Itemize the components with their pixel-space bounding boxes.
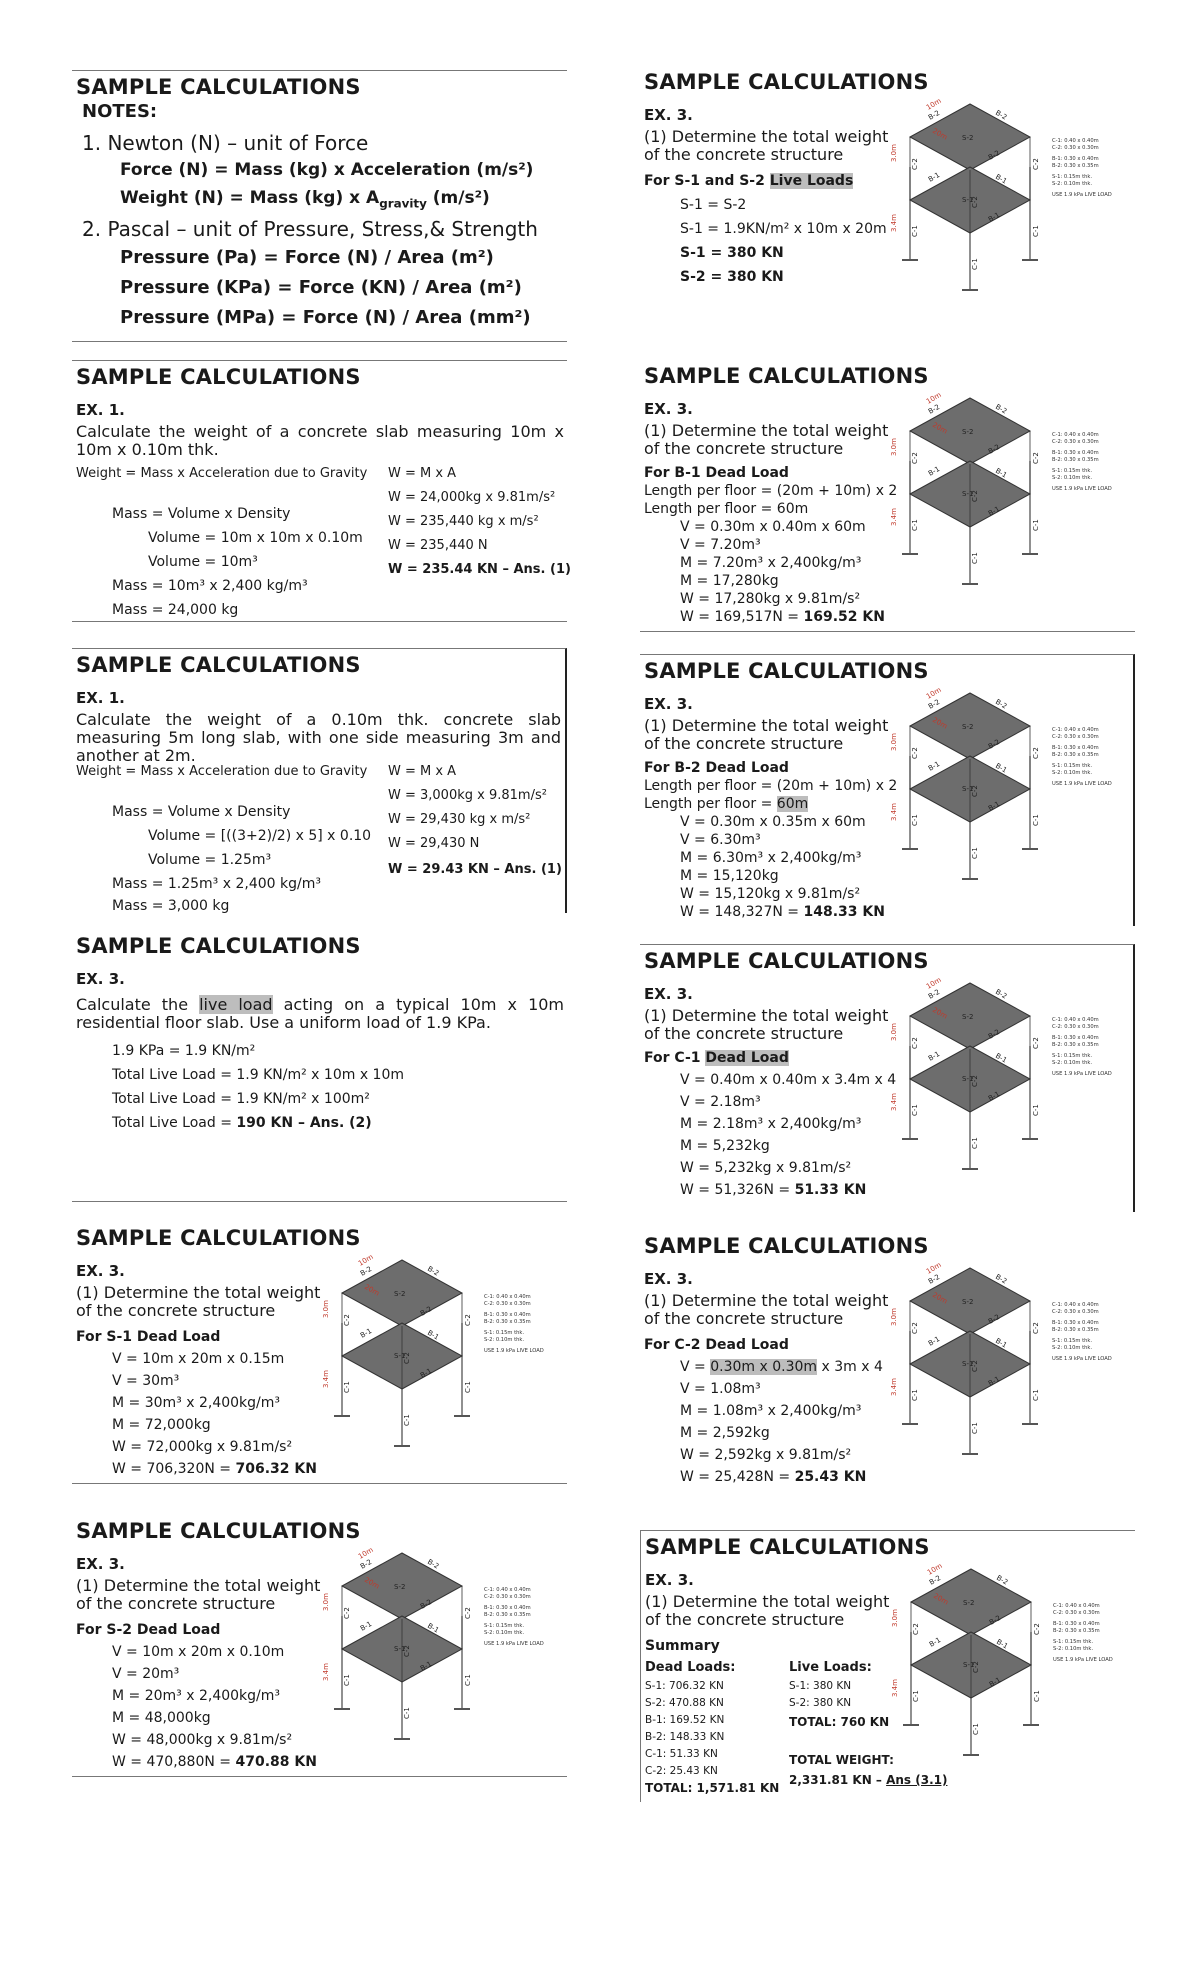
slide-title: SAMPLE CALCULATIONS: [76, 75, 361, 99]
svg-text:C-1: C-1: [912, 1690, 920, 1702]
svg-text:C-2: C-2: [403, 1645, 411, 1657]
svg-text:USE 1.9 kPa LIVE LOAD: USE 1.9 kPa LIVE LOAD: [1052, 1071, 1112, 1077]
svg-text:B-2: B-2: [359, 1264, 374, 1278]
structure-diagram-wrap: [890, 971, 1130, 1175]
svg-text:C-2: 0.30 x 0.30m: C-2: 0.30 x 0.30m: [1052, 734, 1099, 740]
svg-text:B-1: B-1: [987, 1374, 1002, 1388]
dim-h-bot: 3.4m: [890, 1093, 898, 1111]
svg-text:B-1: B-1: [927, 1334, 942, 1348]
svg-text:B-2: B-2: [987, 1027, 1002, 1041]
dim-h-top: 3.0m: [322, 1593, 330, 1611]
slide-b1-dead-load: SAMPLE CALCULATIONS EX. 3. (1) Determine the total weight of the concrete structure For B-1 Dead Load Length per floor = (20m + 10m) x 2 Length per floor = 60m V = 0.30m x 0.40m x 60m V = 7.20m³ M = 7.20m³ x 2,400kg/m³ M = 17,280kg W = 17,280kg x 9.81m/s² W = 169,517N = 169.52 KN 10m 20m 3.0m 3.4m B-2 B-2 S-2 B-2 B-1 B-1 S-1 B-1 C-2 C-2 C-2 C-1 C-1 C-1 C-1: 0.40 x 0.40m C-2: 0.30 x 0.30m B-1: 0.30 x 0.40m B-2: 0.30 x 0.35m S-1: 0.15m thk. S-2: 0.10m thk. USE 1.9 kPa LIVE LOAD: [640, 360, 1135, 632]
svg-text:C-2: C-2: [1032, 1322, 1040, 1334]
svg-text:S-2: S-2: [962, 428, 974, 436]
svg-text:B-1: B-1: [927, 464, 942, 478]
svg-text:C-2: C-2: [403, 1352, 411, 1364]
svg-text:C-2: C-2: [971, 785, 979, 797]
dim-l: 20m: [931, 715, 949, 731]
svg-text:C-1: C-1: [911, 814, 919, 826]
svg-text:C-2: C-2: [971, 1360, 979, 1372]
svg-text:S-2: S-2: [963, 1599, 975, 1607]
svg-text:C-2: C-2: [464, 1314, 472, 1326]
svg-text:C-2: C-2: [464, 1607, 472, 1619]
svg-text:S-2: 0.10m thk.: S-2: 0.10m thk.: [1053, 1646, 1094, 1652]
svg-text:C-1: C-1: [343, 1381, 351, 1393]
svg-text:C-1: 0.40 x 0.40m: C-1: 0.40 x 0.40m: [1052, 138, 1099, 144]
svg-text:B-1: B-1: [994, 172, 1009, 186]
svg-text:C-1: 0.40 x 0.40m: C-1: 0.40 x 0.40m: [1052, 727, 1099, 733]
svg-text:C-1: C-1: [1032, 1389, 1040, 1401]
svg-text:B-1: B-1: [987, 504, 1002, 518]
slide-c1-dead-load: SAMPLE CALCULATIONS EX. 3. (1) Determine the total weight of the concrete structure For C-1 Dead Load V = 0.40m x 0.40m x 3.4m x 4 V = 2.18m³ M = 2.18m³ x 2,400kg/m³ M = 5,232kg W = 5,232kg x 9.81m/s² W = 51,326N = 51.33 KN 10m 20m 3.0m 3.4m B-2 B-2 S-2 B-2 B-1 B-1 S-1 B-1 C-2 C-2 C-2 C-1 C-1 C-1 C-1: 0.40 x 0.40m C-2: 0.30 x 0.30m B-1: 0.30 x 0.40m B-2: 0.30 x 0.35m S-1: 0.15m thk. S-2: 0.10m thk. USE 1.9 kPa LIVE LOAD: [640, 944, 1135, 1212]
svg-text:C-1: 0.40 x 0.40m: C-1: 0.40 x 0.40m: [484, 1587, 531, 1593]
svg-text:C-1: C-1: [911, 519, 919, 531]
svg-text:C-1: C-1: [1033, 1690, 1041, 1702]
answer: W = 51,326N = 51.33 KN: [680, 1182, 867, 1198]
svg-text:B-2: B-2: [927, 697, 942, 711]
structure-diagram-wrap: [322, 1248, 562, 1452]
svg-text:C-1: C-1: [971, 847, 979, 859]
dim-h-bot: 3.4m: [890, 1378, 898, 1396]
svg-text:C-2: C-2: [343, 1314, 351, 1326]
total-weight: 2,331.81 KN – Ans (3.1): [789, 1773, 948, 1787]
structure-diagram-wrap: [890, 681, 1130, 885]
slide-notes: [72, 70, 567, 342]
task-text: Calculate the weight of a 0.10m thk. concrete slab measuring 5m long slab, with one side measuring 3m and another at 2m.: [76, 710, 561, 765]
svg-text:S-2: 0.10m thk.: S-2: 0.10m thk.: [1052, 770, 1093, 776]
svg-text:B-2: B-2: [994, 697, 1009, 711]
dim-h-bot: 3.4m: [890, 508, 898, 526]
answer: W = 706,320N = 706.32 KN: [112, 1461, 317, 1477]
svg-text:S-2: S-2: [962, 134, 974, 142]
dim-w: 10m: [925, 975, 943, 991]
svg-text:B-1: 0.30 x 0.40m: B-1: 0.30 x 0.40m: [484, 1312, 531, 1318]
dim-l: 20m: [363, 1575, 381, 1591]
svg-text:S-1: S-1: [962, 1075, 974, 1083]
svg-text:C-1: C-1: [971, 1422, 979, 1434]
svg-text:B-2: B-2: [994, 108, 1009, 122]
formula-force: Force (N) = Mass (kg) x Acceleration (m/s²): [120, 160, 534, 180]
svg-text:S-2: 0.10m thk.: S-2: 0.10m thk.: [1052, 1345, 1093, 1351]
svg-text:S-1: 0.15m thk.: S-1: 0.15m thk.: [1053, 1639, 1094, 1645]
dim-h-top: 3.0m: [322, 1300, 330, 1318]
structure-diagram-wrap: [891, 1557, 1131, 1761]
svg-text:B-1: 0.30 x 0.40m: B-1: 0.30 x 0.40m: [1053, 1621, 1100, 1627]
svg-text:S-1: S-1: [394, 1352, 406, 1360]
live-total: TOTAL: 760 KN: [789, 1715, 890, 1729]
svg-text:B-1: 0.30 x 0.40m: B-1: 0.30 x 0.40m: [1052, 1320, 1099, 1326]
formula-weight: Weight (N) = Mass (kg) x $A_{gravity}$ (m/s²): [120, 188, 490, 211]
svg-text:C-2: C-2: [971, 1075, 979, 1087]
dim-h-bot: 3.4m: [322, 1663, 330, 1681]
dim-h-bot: 3.4m: [891, 1679, 899, 1697]
formula-pa: Pressure (Pa) = Force (N) / Area (m²): [120, 247, 494, 268]
svg-text:S-1: 0.15m thk.: S-1: 0.15m thk.: [1052, 174, 1093, 180]
svg-text:B-2: B-2: [359, 1557, 374, 1571]
svg-text:C-2: C-2: [971, 196, 979, 208]
svg-text:S-2: S-2: [962, 1298, 974, 1306]
svg-text:B-1: B-1: [987, 210, 1002, 224]
notes-heading: NOTES:: [82, 101, 158, 122]
svg-text:C-1: 0.40 x 0.40m: C-1: 0.40 x 0.40m: [1053, 1603, 1100, 1609]
svg-text:B-2: 0.30 x 0.35m: B-2: 0.30 x 0.35m: [1052, 1327, 1099, 1333]
svg-text:B-2: 0.30 x 0.35m: B-2: 0.30 x 0.35m: [1052, 752, 1099, 758]
dim-l: 20m: [363, 1282, 381, 1298]
note-pascal: 2. Pascal – unit of Pressure, Stress,& Strength: [82, 217, 538, 241]
svg-text:C-2: C-2: [912, 1623, 920, 1635]
svg-text:C-2: C-2: [911, 747, 919, 759]
dim-h-top: 3.0m: [890, 144, 898, 162]
svg-text:S-2: 0.10m thk.: S-2: 0.10m thk.: [1052, 475, 1093, 481]
svg-text:B-1: B-1: [927, 170, 942, 184]
dim-w: 10m: [925, 96, 943, 112]
dim-h-top: 3.0m: [890, 733, 898, 751]
structure-diagram: [890, 971, 1130, 1171]
svg-text:S-1: 0.15m thk.: S-1: 0.15m thk.: [1052, 1338, 1093, 1344]
svg-text:B-2: B-2: [426, 1557, 441, 1571]
svg-text:S-2: S-2: [394, 1583, 406, 1591]
slide-s2-dead-load: SAMPLE CALCULATIONS EX. 3. (1) Determine the total weight of the concrete structure For S-2 Dead Load V = 10m x 20m x 0.10m V = 20m³ M = 20m³ x 2,400kg/m³ M = 48,000kg W = 48,000kg x 9.81m/s² W = 470,880N = 470.88 KN 10m 20m 3.0m 3.4m B-2 B-2 S-2 B-2 B-1 B-1 S-1 B-1 C-2 C-2 C-2 C-1 C-1 C-1 C-1: 0.40 x 0.40m C-2: 0.30 x 0.30m B-1: 0.30 x 0.40m B-2: 0.30 x 0.35m S-1: 0.15m thk. S-2: 0.10m thk. USE 1.9 kPa LIVE LOAD: [72, 1515, 567, 1777]
structure-diagram: [890, 681, 1130, 881]
svg-text:B-1: B-1: [419, 1659, 434, 1673]
svg-text:C-1: C-1: [972, 1723, 980, 1735]
svg-text:S-1: 0.15m thk.: S-1: 0.15m thk.: [484, 1623, 525, 1629]
svg-text:B-2: B-2: [927, 402, 942, 416]
note-newton: 1. Newton (N) – unit of Force: [82, 131, 369, 155]
svg-text:B-1: 0.30 x 0.40m: B-1: 0.30 x 0.40m: [1052, 156, 1099, 162]
slide-s-live-loads: SAMPLE CALCULATIONS EX. 3. (1) Determine the total weight of the concrete structure For S-1 and S-2 Live Loads S-1 = S-2 S-1 = 1.9KN/m² x 10m x 20m S-1 = 380 KN S-2 = 380 KN 10m 20m 3.0m 3.4m B-2 B-2 S-2 B-2 B-1 B-1 S-1 B-1 C-2 C-2 C-2 C-1 C-1 C-1 C-1: 0.40 x 0.40m C-2: 0.30 x 0.30m B-1: 0.30 x 0.40m B-2: 0.30 x 0.35m S-1: 0.15m thk. S-2: 0.10m thk. USE 1.9 kPa LIVE LOAD: [640, 66, 1135, 342]
svg-text:S-1: 0.15m thk.: S-1: 0.15m thk.: [1052, 468, 1093, 474]
svg-text:S-2: 0.10m thk.: S-2: 0.10m thk.: [484, 1630, 525, 1636]
dim-h-top: 3.0m: [890, 1023, 898, 1041]
formula-mpa: Pressure (MPa) = Force (N) / Area (mm²): [120, 307, 531, 328]
svg-text:B-2: B-2: [987, 1312, 1002, 1326]
svg-text:S-2: S-2: [962, 723, 974, 731]
slide-c2-dead-load: SAMPLE CALCULATIONS EX. 3. (1) Determine the total weight of the concrete structure For C-2 Dead Load V = 0.30m x 0.30m x 3m x 4 V = 1.08m³ M = 1.08m³ x 2,400kg/m³ M = 2,592kg W = 2,592kg x 9.81m/s² W = 25,428N = 25.43 KN 10m 20m 3.0m 3.4m B-2 B-2 S-2 B-2 B-1 B-1 S-1 B-1 C-2 C-2 C-2 C-1 C-1 C-1 C-1: 0.40 x 0.40m C-2: 0.30 x 0.30m B-1: 0.30 x 0.40m B-2: 0.30 x 0.35m S-1: 0.15m thk. S-2: 0.10m thk. USE 1.9 kPa LIVE LOAD: [640, 1230, 1135, 1498]
svg-text:B-1: B-1: [995, 1637, 1010, 1651]
structure-diagram: [890, 386, 1130, 586]
svg-text:S-1: 0.15m thk.: S-1: 0.15m thk.: [484, 1330, 525, 1336]
svg-text:B-1: B-1: [987, 799, 1002, 813]
svg-text:S-1: 0.15m thk.: S-1: 0.15m thk.: [1052, 763, 1093, 769]
svg-text:B-1: B-1: [994, 1336, 1009, 1350]
svg-text:B-1: B-1: [927, 1049, 942, 1063]
svg-text:C-2: C-2: [911, 1322, 919, 1334]
svg-text:C-1: C-1: [403, 1707, 411, 1719]
structure-diagram: [890, 92, 1130, 292]
dim-l: 20m: [931, 420, 949, 436]
svg-text:B-2: B-2: [987, 737, 1002, 751]
svg-text:B-1: 0.30 x 0.40m: B-1: 0.30 x 0.40m: [484, 1605, 531, 1611]
dim-h-bot: 3.4m: [890, 214, 898, 232]
svg-text:B-2: B-2: [994, 987, 1009, 1001]
svg-text:C-1: C-1: [911, 1104, 919, 1116]
slide-ex3-live-load: SAMPLE CALCULATIONS EX. 3. Calculate the live load acting on a typical 10m x 10m residential floor slab. Use a uniform load of 1.9 KPa. 1.9 KPa = 1.9 KN/m² Total Live Load = 1.9 KN/m² x 10m x 10m Total Live Load = 1.9 KN/m² x 100m² Total Live Load = 190 KN – Ans. (2): [72, 930, 567, 1202]
svg-text:B-1: B-1: [359, 1619, 374, 1633]
svg-text:C-2: 0.30 x 0.30m: C-2: 0.30 x 0.30m: [1052, 1024, 1099, 1030]
dim-w: 10m: [357, 1252, 375, 1268]
svg-text:C-2: 0.30 x 0.30m: C-2: 0.30 x 0.30m: [484, 1301, 531, 1307]
svg-text:B-1: B-1: [359, 1326, 374, 1340]
svg-text:C-2: C-2: [1032, 452, 1040, 464]
answer: W = 25,428N = 25.43 KN: [680, 1469, 867, 1485]
summary-heading: Summary: [645, 1638, 720, 1654]
structure-diagram-wrap: [890, 386, 1130, 590]
svg-text:B-1: B-1: [988, 1675, 1003, 1689]
svg-text:B-2: B-2: [927, 987, 942, 1001]
svg-text:C-1: C-1: [971, 552, 979, 564]
svg-text:B-1: B-1: [927, 759, 942, 773]
svg-text:C-1: 0.40 x 0.40m: C-1: 0.40 x 0.40m: [484, 1294, 531, 1300]
dead-total: TOTAL: 1,571.81 KN: [645, 1781, 780, 1795]
slide-summary: SAMPLE CALCULATIONS EX. 3. (1) Determine the total weight of the concrete structure Summary Dead Loads: S-1: 706.32 KN S-2: 470.88 KN B-1: 169.52 KN B-2: 148.33 KN C-1: 51.33 KN C-2: 25.43 KN TOTAL: 1,571.81 KN Live Loads: S-1: 380 KN S-2: 380 KN TOTAL: 760 KN TOTAL WEIGHT: 2,331.81 KN – Ans (3.1) 10m 20m 3.0m 3.4m B-2 B-2 S-2 B-2 B-1 B-1 S-1 B-1 C-2 C-2 C-2 C-1 C-1 C-1 C-1: 0.40 x 0.40m C-2: 0.30 x 0.30m B-1: 0.30 x 0.40m B-2: 0.30 x 0.35m S-1: 0.15m thk. S-2: 0.10m thk. USE 1.9 kPa LIVE LOAD: [640, 1530, 1135, 1802]
svg-text:C-1: C-1: [464, 1674, 472, 1686]
dim-w: 10m: [357, 1545, 375, 1561]
svg-text:C-1: C-1: [1032, 1104, 1040, 1116]
svg-text:USE 1.9 kPa LIVE LOAD: USE 1.9 kPa LIVE LOAD: [1052, 486, 1112, 492]
slide-ex1-trapezoid-slab: SAMPLE CALCULATIONS EX. 1. Calculate the weight of a 0.10m thk. concrete slab measuring 5m long slab, with one side measuring 3m and another at 2m. Weight = Mass x Acceleration due to Gravity Mass = Volume x Density Volume = [((3+2)/2) x 5] x 0.10 Volume = 1.25m³ Mass = 1.25m³ x 2,400 kg/m³ Mass = 3,000 kg W = M x A W = 3,000kg x 9.81m/s² W = 29,430 kg x m/s² W = 29,430 N W = 29.43 KN – Ans. (1): [72, 648, 567, 913]
svg-text:C-1: C-1: [343, 1674, 351, 1686]
svg-text:B-1: B-1: [426, 1621, 441, 1635]
svg-text:C-1: C-1: [1032, 814, 1040, 826]
svg-text:C-1: C-1: [1032, 225, 1040, 237]
svg-text:USE 1.9 kPa LIVE LOAD: USE 1.9 kPa LIVE LOAD: [484, 1348, 544, 1354]
svg-text:B-2: 0.30 x 0.35m: B-2: 0.30 x 0.35m: [484, 1612, 531, 1618]
svg-text:B-1: 0.30 x 0.40m: B-1: 0.30 x 0.40m: [1052, 1035, 1099, 1041]
svg-text:B-1: 0.30 x 0.40m: B-1: 0.30 x 0.40m: [1052, 450, 1099, 456]
slide-s1-dead-load: SAMPLE CALCULATIONS EX. 3. (1) Determine the total weight of the concrete structure For S-1 Dead Load V = 10m x 20m x 0.15m V = 30m³ M = 30m³ x 2,400kg/m³ M = 72,000kg W = 72,000kg x 9.81m/s² W = 706,320N = 706.32 KN 10m 20m 3.0m 3.4m B-2 B-2 S-2 B-2 B-1 B-1 S-1 B-1 C-2 C-2 C-2 C-1 C-1 C-1 C-1: 0.40 x 0.40m C-2: 0.30 x 0.30m B-1: 0.30 x 0.40m B-2: 0.30 x 0.35m S-1: 0.15m thk. S-2: 0.10m thk. USE 1.9 kPa LIVE LOAD: [72, 1222, 567, 1484]
structure-diagram: [891, 1557, 1131, 1757]
svg-text:B-2: B-2: [928, 1573, 943, 1587]
svg-text:B-2: 0.30 x 0.35m: B-2: 0.30 x 0.35m: [484, 1319, 531, 1325]
svg-text:B-2: B-2: [994, 1272, 1009, 1286]
dim-l: 20m: [931, 126, 949, 142]
structure-diagram-wrap: [322, 1541, 562, 1745]
svg-text:C-2: C-2: [911, 158, 919, 170]
svg-text:S-1: S-1: [394, 1645, 406, 1653]
svg-text:B-2: B-2: [988, 1613, 1003, 1627]
svg-text:S-1: S-1: [962, 196, 974, 204]
dim-w: 10m: [925, 685, 943, 701]
svg-text:C-2: C-2: [972, 1661, 980, 1673]
svg-text:S-2: 0.10m thk.: S-2: 0.10m thk.: [1052, 181, 1093, 187]
svg-text:C-1: 0.40 x 0.40m: C-1: 0.40 x 0.40m: [1052, 1302, 1099, 1308]
svg-text:C-2: C-2: [1033, 1623, 1041, 1635]
structure-diagram: [322, 1541, 562, 1741]
svg-text:C-2: 0.30 x 0.30m: C-2: 0.30 x 0.30m: [1052, 1309, 1099, 1315]
structure-diagram-wrap: [890, 92, 1130, 296]
svg-text:S-1: S-1: [962, 1360, 974, 1368]
svg-text:C-1: C-1: [971, 1137, 979, 1149]
svg-text:S-1: 0.15m thk.: S-1: 0.15m thk.: [1052, 1053, 1093, 1059]
svg-text:USE 1.9 kPa LIVE LOAD: USE 1.9 kPa LIVE LOAD: [1053, 1657, 1113, 1663]
svg-text:C-1: C-1: [911, 1389, 919, 1401]
dim-l: 20m: [931, 1005, 949, 1021]
svg-text:B-2: B-2: [927, 1272, 942, 1286]
answer: Total Live Load = 190 KN – Ans. (2): [112, 1115, 372, 1131]
svg-text:C-1: C-1: [1032, 519, 1040, 531]
svg-text:S-2: 0.10m thk.: S-2: 0.10m thk.: [1052, 1060, 1093, 1066]
svg-text:B-1: B-1: [994, 761, 1009, 775]
svg-text:C-2: C-2: [1032, 158, 1040, 170]
svg-text:B-2: B-2: [426, 1264, 441, 1278]
svg-text:USE 1.9 kPa LIVE LOAD: USE 1.9 kPa LIVE LOAD: [1052, 192, 1112, 198]
dim-l: 20m: [932, 1591, 950, 1607]
svg-text:B-2: B-2: [419, 1304, 434, 1318]
svg-text:C-1: C-1: [971, 258, 979, 270]
slide-ex1-square-slab: SAMPLE CALCULATIONS EX. 1. Calculate the weight of a concrete slab measuring 10m x 10m x 0.10m thk. Weight = Mass x Acceleration due to Gravity Mass = Volume x Density Volume = 10m x 10m x 0.10m Volume = 10m³ Mass = 10m³ x 2,400 kg/m³ Mass = 24,000 kg W = M x A W = 24,000kg x 9.81m/s² W = 235,440 kg x m/s² W = 235,440 N W = 235.44 KN – Ans. (1): [72, 360, 567, 622]
answer: W = 169,517N = 169.52 KN: [680, 609, 885, 625]
dim-l: 20m: [931, 1290, 949, 1306]
slide-b2-dead-load: SAMPLE CALCULATIONS EX. 3. (1) Determine the total weight of the concrete structure For B-2 Dead Load Length per floor = (20m + 10m) x 2 Length per floor = 60m V = 0.30m x 0.35m x 60m V = 6.30m³ M = 6.30m³ x 2,400kg/m³ M = 15,120kg W = 15,120kg x 9.81m/s² W = 148,327N = 148.33 KN 10m 20m 3.0m 3.4m B-2 B-2 S-2 B-2 B-1 B-1 S-1 B-1 C-2 C-2 C-2 C-1 C-1 C-1 C-1: 0.40 x 0.40m C-2: 0.30 x 0.30m B-1: 0.30 x 0.40m B-2: 0.30 x 0.35m S-1: 0.15m thk. S-2: 0.10m thk. USE 1.9 kPa LIVE LOAD: [640, 654, 1135, 926]
svg-text:C-2: 0.30 x 0.30m: C-2: 0.30 x 0.30m: [1052, 439, 1099, 445]
svg-text:C-2: C-2: [1032, 1037, 1040, 1049]
svg-text:S-1: S-1: [962, 490, 974, 498]
svg-text:C-1: C-1: [464, 1381, 472, 1393]
svg-text:B-2: B-2: [995, 1573, 1010, 1587]
svg-text:C-2: 0.30 x 0.30m: C-2: 0.30 x 0.30m: [1053, 1610, 1100, 1616]
svg-text:S-2: 0.10m thk.: S-2: 0.10m thk.: [484, 1337, 525, 1343]
svg-text:B-1: B-1: [426, 1328, 441, 1342]
dim-h-bot: 3.4m: [890, 803, 898, 821]
svg-text:B-2: 0.30 x 0.35m: B-2: 0.30 x 0.35m: [1053, 1628, 1100, 1634]
svg-text:B-1: B-1: [994, 466, 1009, 480]
svg-text:C-1: 0.40 x 0.40m: C-1: 0.40 x 0.40m: [1052, 1017, 1099, 1023]
formula-kpa: Pressure (KPa) = Force (KN) / Area (m²): [120, 277, 522, 298]
svg-text:S-2: S-2: [962, 1013, 974, 1021]
structure-diagram: [890, 1256, 1130, 1456]
svg-text:S-2: S-2: [394, 1290, 406, 1298]
svg-text:B-2: 0.30 x 0.35m: B-2: 0.30 x 0.35m: [1052, 1042, 1099, 1048]
answer: W = 235.44 KN – Ans. (1): [388, 562, 571, 577]
structure-diagram: [322, 1248, 562, 1448]
answer: W = 148,327N = 148.33 KN: [680, 904, 885, 920]
structure-diagram-wrap: [890, 1256, 1130, 1460]
task-text: Calculate the weight of a concrete slab measuring 10m x 10m x 0.10m thk.: [76, 422, 564, 459]
svg-text:C-2: 0.30 x 0.30m: C-2: 0.30 x 0.30m: [484, 1594, 531, 1600]
svg-text:B-2: B-2: [994, 402, 1009, 416]
svg-text:C-2: C-2: [343, 1607, 351, 1619]
task-text: Calculate the live load acting on a typical 10m x 10m residential floor slab. Use a uniform load of 1.9 KPa.: [76, 995, 565, 1032]
svg-text:C-2: C-2: [911, 1037, 919, 1049]
svg-text:B-2: 0.30 x 0.35m: B-2: 0.30 x 0.35m: [1052, 163, 1099, 169]
svg-text:B-2: 0.30 x 0.35m: B-2: 0.30 x 0.35m: [1052, 457, 1099, 463]
svg-text:C-1: C-1: [403, 1414, 411, 1426]
svg-text:C-1: C-1: [911, 225, 919, 237]
svg-text:C-2: 0.30 x 0.30m: C-2: 0.30 x 0.30m: [1052, 145, 1099, 151]
dim-w: 10m: [925, 390, 943, 406]
dim-h-top: 3.0m: [890, 1308, 898, 1326]
dim-h-top: 3.0m: [891, 1609, 899, 1627]
svg-text:B-2: B-2: [987, 148, 1002, 162]
svg-text:USE 1.9 kPa LIVE LOAD: USE 1.9 kPa LIVE LOAD: [1052, 1356, 1112, 1362]
svg-text:B-2: B-2: [987, 442, 1002, 456]
svg-text:B-1: 0.30 x 0.40m: B-1: 0.30 x 0.40m: [1052, 745, 1099, 751]
svg-text:B-1: B-1: [419, 1366, 434, 1380]
svg-text:C-2: C-2: [1032, 747, 1040, 759]
answer: W = 470,880N = 470.88 KN: [112, 1754, 317, 1770]
svg-text:B-2: B-2: [927, 108, 942, 122]
svg-text:USE 1.9 kPa LIVE LOAD: USE 1.9 kPa LIVE LOAD: [484, 1641, 544, 1647]
dim-w: 10m: [925, 1260, 943, 1276]
svg-text:S-1: S-1: [962, 785, 974, 793]
dim-h-top: 3.0m: [890, 438, 898, 456]
svg-text:C-1: 0.40 x 0.40m: C-1: 0.40 x 0.40m: [1052, 432, 1099, 438]
answer: W = 29.43 KN – Ans. (1): [388, 862, 562, 877]
svg-text:B-2: B-2: [419, 1597, 434, 1611]
svg-text:C-2: C-2: [911, 452, 919, 464]
svg-text:C-2: C-2: [971, 490, 979, 502]
dim-w: 10m: [926, 1561, 944, 1577]
svg-text:USE 1.9 kPa LIVE LOAD: USE 1.9 kPa LIVE LOAD: [1052, 781, 1112, 787]
svg-text:B-1: B-1: [987, 1089, 1002, 1103]
dim-h-bot: 3.4m: [322, 1370, 330, 1388]
svg-text:S-1: S-1: [963, 1661, 975, 1669]
svg-text:B-1: B-1: [994, 1051, 1009, 1065]
svg-text:B-1: B-1: [928, 1635, 943, 1649]
